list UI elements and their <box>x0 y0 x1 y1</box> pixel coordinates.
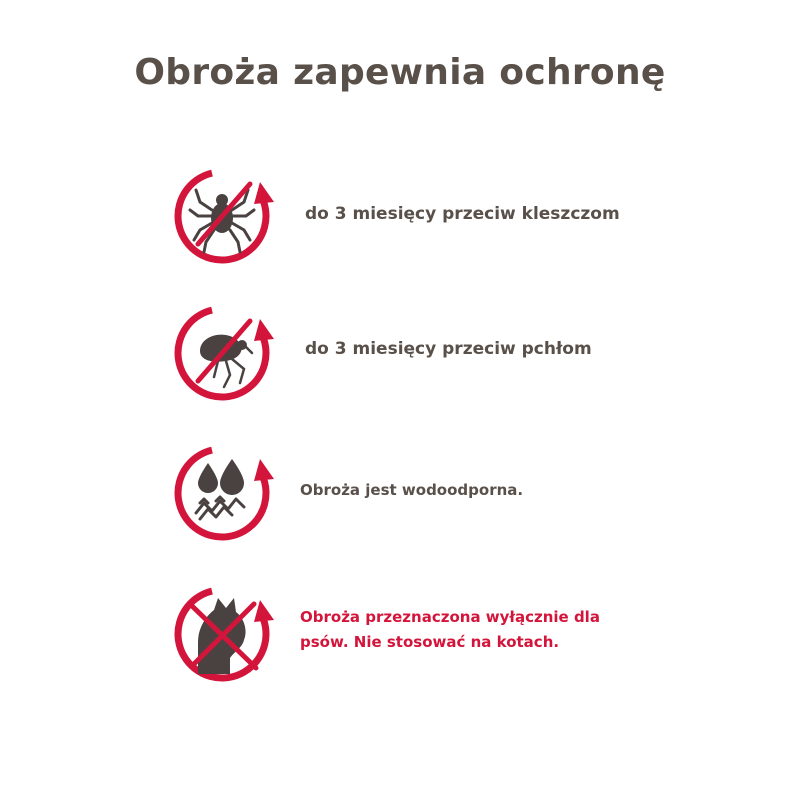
feature-not-for-cats-label: Obroża przeznaczona wyłącznie dla psów. Nie stosować na kotach. <box>300 608 600 651</box>
cat-prohibited-icon <box>170 578 280 688</box>
page-title: Obroża zapewnia ochronę <box>134 52 666 93</box>
flea-prohibited-icon <box>170 297 280 407</box>
feature-waterproof-label: Obroża jest wodoodporna. <box>300 481 524 499</box>
water-drops-icon <box>170 437 280 547</box>
tick-prohibited-icon <box>170 160 280 270</box>
feature-fleas-label: do 3 miesięcy przeciw pchłom <box>305 339 592 359</box>
feature-ticks-label: do 3 miesięcy przeciw kleszczom <box>305 204 620 224</box>
